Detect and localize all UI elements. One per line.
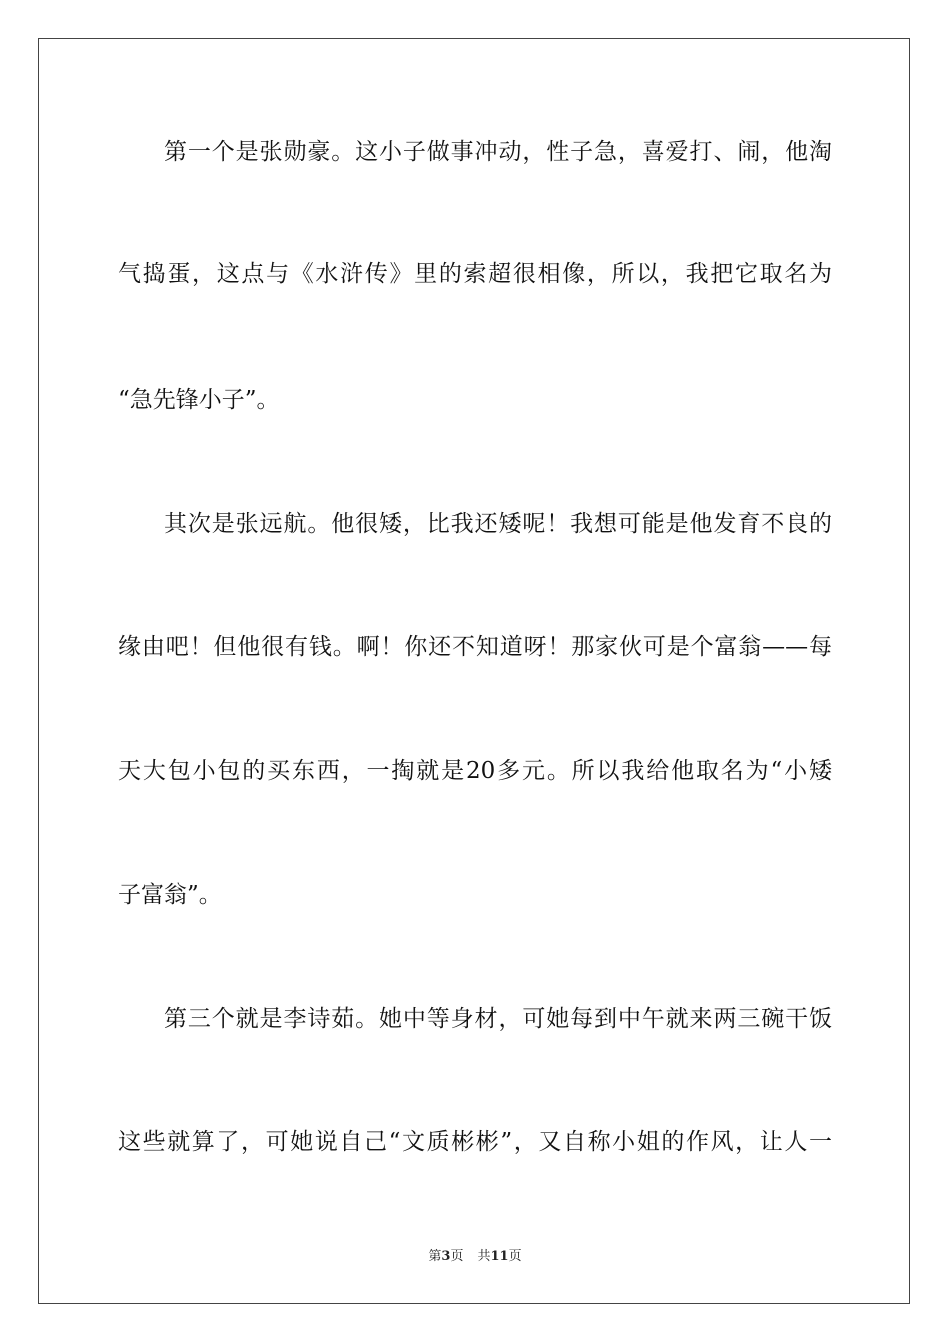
page-prefix: 第: [428, 1249, 442, 1264]
paragraph-3-line-2: 这些就算了，可她说自己“文质彬彬”，又自称小姐的作风，让人一: [118, 1129, 832, 1155]
page-footer: [0, 1248, 950, 1266]
page-suffix: 页: [450, 1249, 464, 1264]
paragraph-2-line-2: 缘由吧！但他很有钱。啊！你还不知道呀！那家伙可是个富翁——每: [118, 634, 832, 660]
total-suffix: 页: [508, 1249, 522, 1264]
page-number: 3: [441, 1249, 451, 1264]
paragraph-1-line-3: “急先锋小子”。: [118, 387, 280, 413]
paragraph-1-line-2: 气捣蛋，这点与《水浒传》里的索超很相像，所以，我把它取名为: [118, 261, 832, 287]
paragraph-2-line-4: 子富翁”。: [118, 882, 222, 908]
paragraph-2-line-3: 天大包小包的买东西，一掏就是20多元。所以我给他取名为“小矮: [118, 758, 832, 784]
page-border: [38, 38, 910, 1304]
total-prefix: 共: [477, 1249, 491, 1264]
paragraph-3-line-1: 第三个就是李诗茹。她中等身材，可她每到中午就来两三碗干饭: [164, 1006, 832, 1032]
paragraph-2-line-1: 其次是张远航。他很矮，比我还矮呢！我想可能是他发育不良的: [164, 511, 832, 537]
paragraph-1-line-1: 第一个是张勋豪。这小子做事冲动，性子急，喜爱打、闹，他淘: [164, 139, 832, 165]
total-pages: 11: [490, 1249, 509, 1264]
